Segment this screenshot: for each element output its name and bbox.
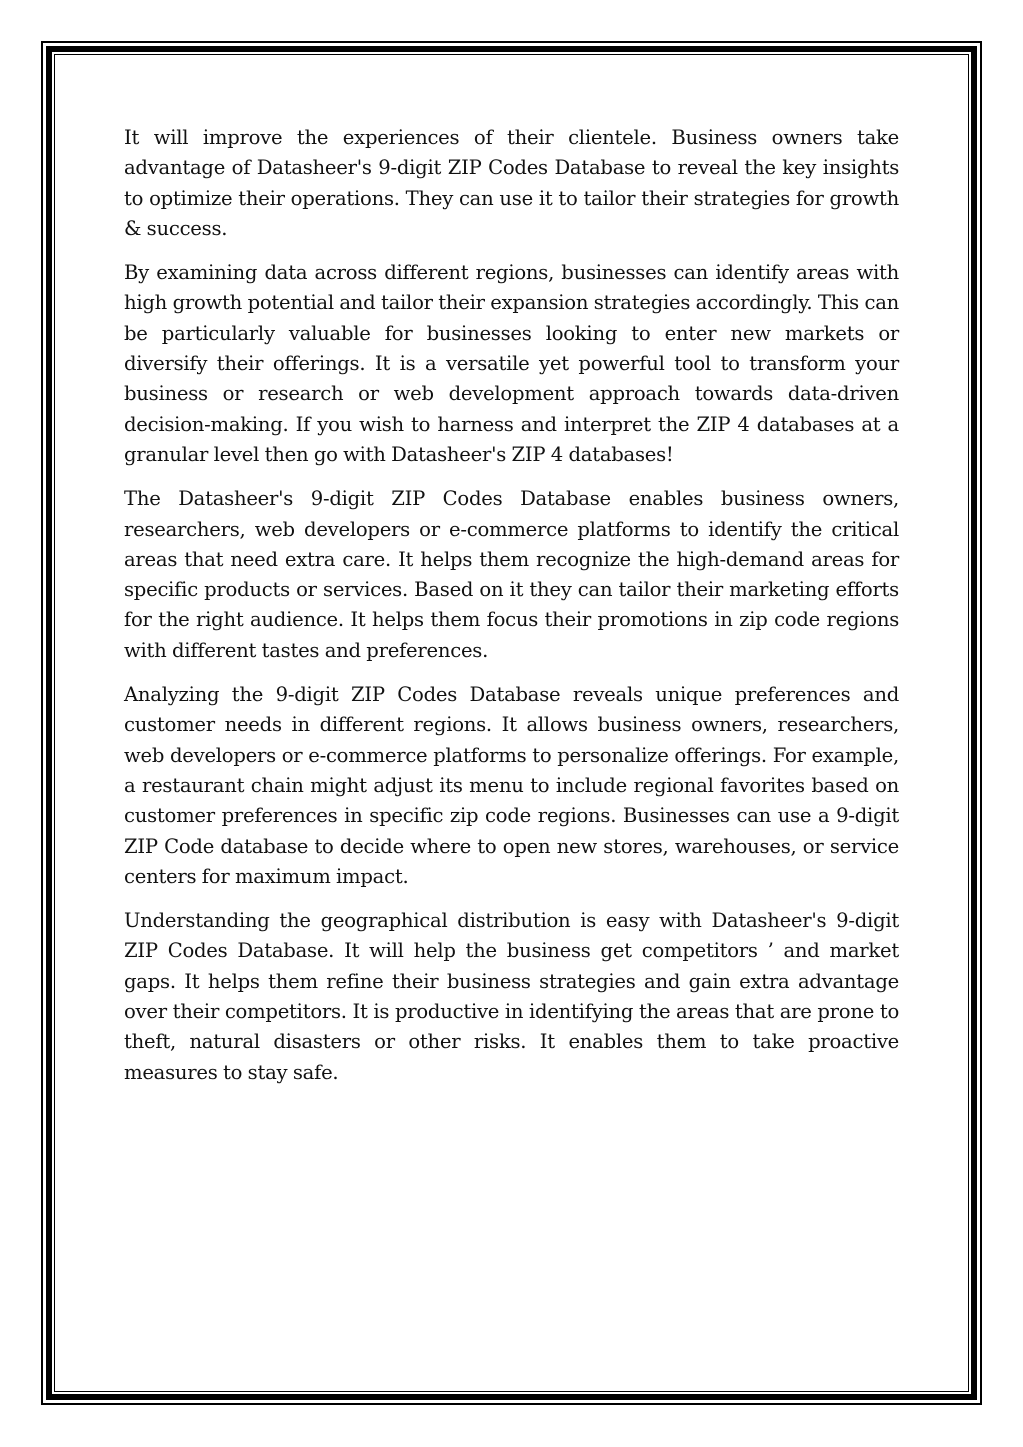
paragraph: The Datasheer's 9-digit ZIP Codes Database enables business owners, researchers, web developers or e-commerce platforms to identify the critical areas that need extra care. It helps them recognize the high-demand areas for specific products or services. Based on it they can tailor their marketing efforts for the right audience. It helps them focus their promotions in zip code regions with different tastes and preferences. [124,487,899,662]
paragraph: By examining data across different regions, businesses can identify areas with high growth potential and tailor their expansion strategies accordingly. This can be particularly valuable for businesses looking to enter new markets or diversify their offerings. It is a versatile yet powerful tool to transform your business or research or web development approach towards data-driven decision-making. If you wish to harness and interpret the ZIP 4 databases at a granular level then go with Datasheer's ZIP 4 databases! [124,261,899,466]
document-body [124,123,899,1102]
paragraph: It will improve the experiences of their clientele. Business owners take advantage of Datasheer's 9-digit ZIP Codes Database to reveal the key insights to optimize their operations. They can use it to tailor their strategies for growth & success. [124,126,899,240]
paragraph: Understanding the geographical distribution is easy with Datasheer's 9-digit ZIP Codes Database. It will help the business get competitors ’ and market gaps. It helps them refine their business strategies and gain extra advantage over their competitors. It is productive in identifying the areas that are prone to theft, natural disasters or other risks. It enables them to take proactive measures to stay safe. [124,909,899,1084]
paragraph: Analyzing the 9-digit ZIP Codes Database reveals unique preferences and customer needs in different regions. It allows business owners, researchers, web developers or e-commerce platforms to personalize offerings. For example, a restaurant chain might adjust its menu to include regional favorites based on customer preferences in specific zip code regions. Businesses can use a 9-digit ZIP Code database to decide where to open new stores, warehouses, or service centers for maximum impact. [124,683,899,888]
